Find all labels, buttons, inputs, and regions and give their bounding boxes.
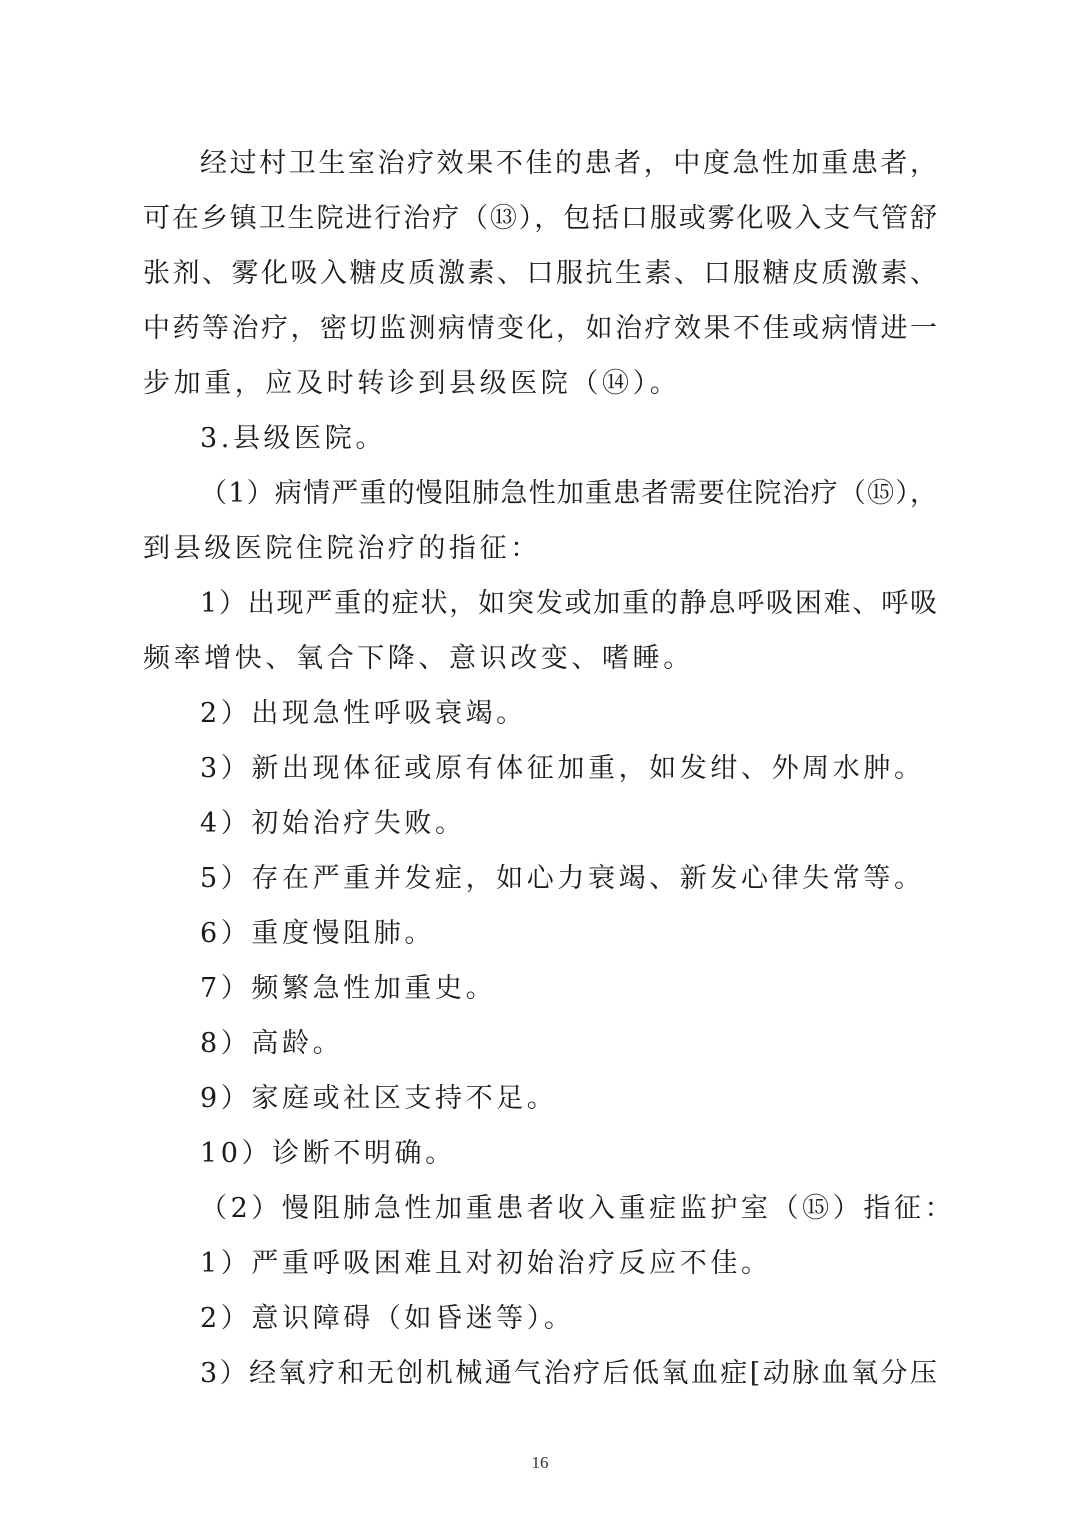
list-item: 3）经氧疗和无创机械通气治疗后低氧血症[动脉血氧分压 xyxy=(200,1358,937,1389)
list-item: 3）新出现体征或原有体征加重，如发绀、外周水肿。 xyxy=(200,753,925,784)
section-heading: 3.县级医院。 xyxy=(200,423,386,454)
list-item: 9）家庭或社区支持不足。 xyxy=(200,1083,558,1114)
text-line: 中药等治疗，密切监测病情变化，如治疗效果不佳或病情进一 xyxy=(143,313,937,344)
text-line: 经过村卫生室治疗效果不佳的患者，中度急性加重患者， xyxy=(200,148,937,179)
page-number: 16 xyxy=(531,1453,549,1472)
text-line: （1）病情严重的慢阻肺急性加重患者需要住院治疗（⑮）， xyxy=(200,478,937,509)
text-line: 可在乡镇卫生院进行治疗（⑬），包括口服或雾化吸入支气管舒 xyxy=(143,203,937,234)
list-item: 6）重度慢阻肺。 xyxy=(200,918,435,949)
text-line: 频率增快、氧合下降、意识改变、嗜睡。 xyxy=(143,643,694,674)
list-item: 5）存在严重并发症，如心力衰竭、新发心律失常等。 xyxy=(200,863,925,894)
list-item: 1）严重呼吸困难且对初始治疗反应不佳。 xyxy=(200,1248,772,1279)
list-item: 4）初始治疗失败。 xyxy=(200,808,466,839)
list-item: 10）诊断不明确。 xyxy=(200,1138,456,1169)
list-item: 2）出现急性呼吸衰竭。 xyxy=(200,698,527,729)
text-line: 步加重，应及时转诊到县级医院（⑭）。 xyxy=(143,368,681,399)
list-item: 8）高龄。 xyxy=(200,1028,344,1059)
list-item: 1）出现严重的症状，如突发或加重的静息呼吸困难、呼吸 xyxy=(200,588,937,619)
list-item: 7）频繁急性加重史。 xyxy=(200,973,497,1004)
text-line: （2）慢阻肺急性加重患者收入重症监护室（⑮）指征： xyxy=(200,1193,956,1224)
list-item: 2）意识障碍（如昏迷等）。 xyxy=(200,1303,575,1334)
text-line: 到县级医院住院治疗的指征： xyxy=(143,533,541,564)
text-line: 张剂、雾化吸入糖皮质激素、口服抗生素、口服糖皮质激素、 xyxy=(143,258,937,289)
